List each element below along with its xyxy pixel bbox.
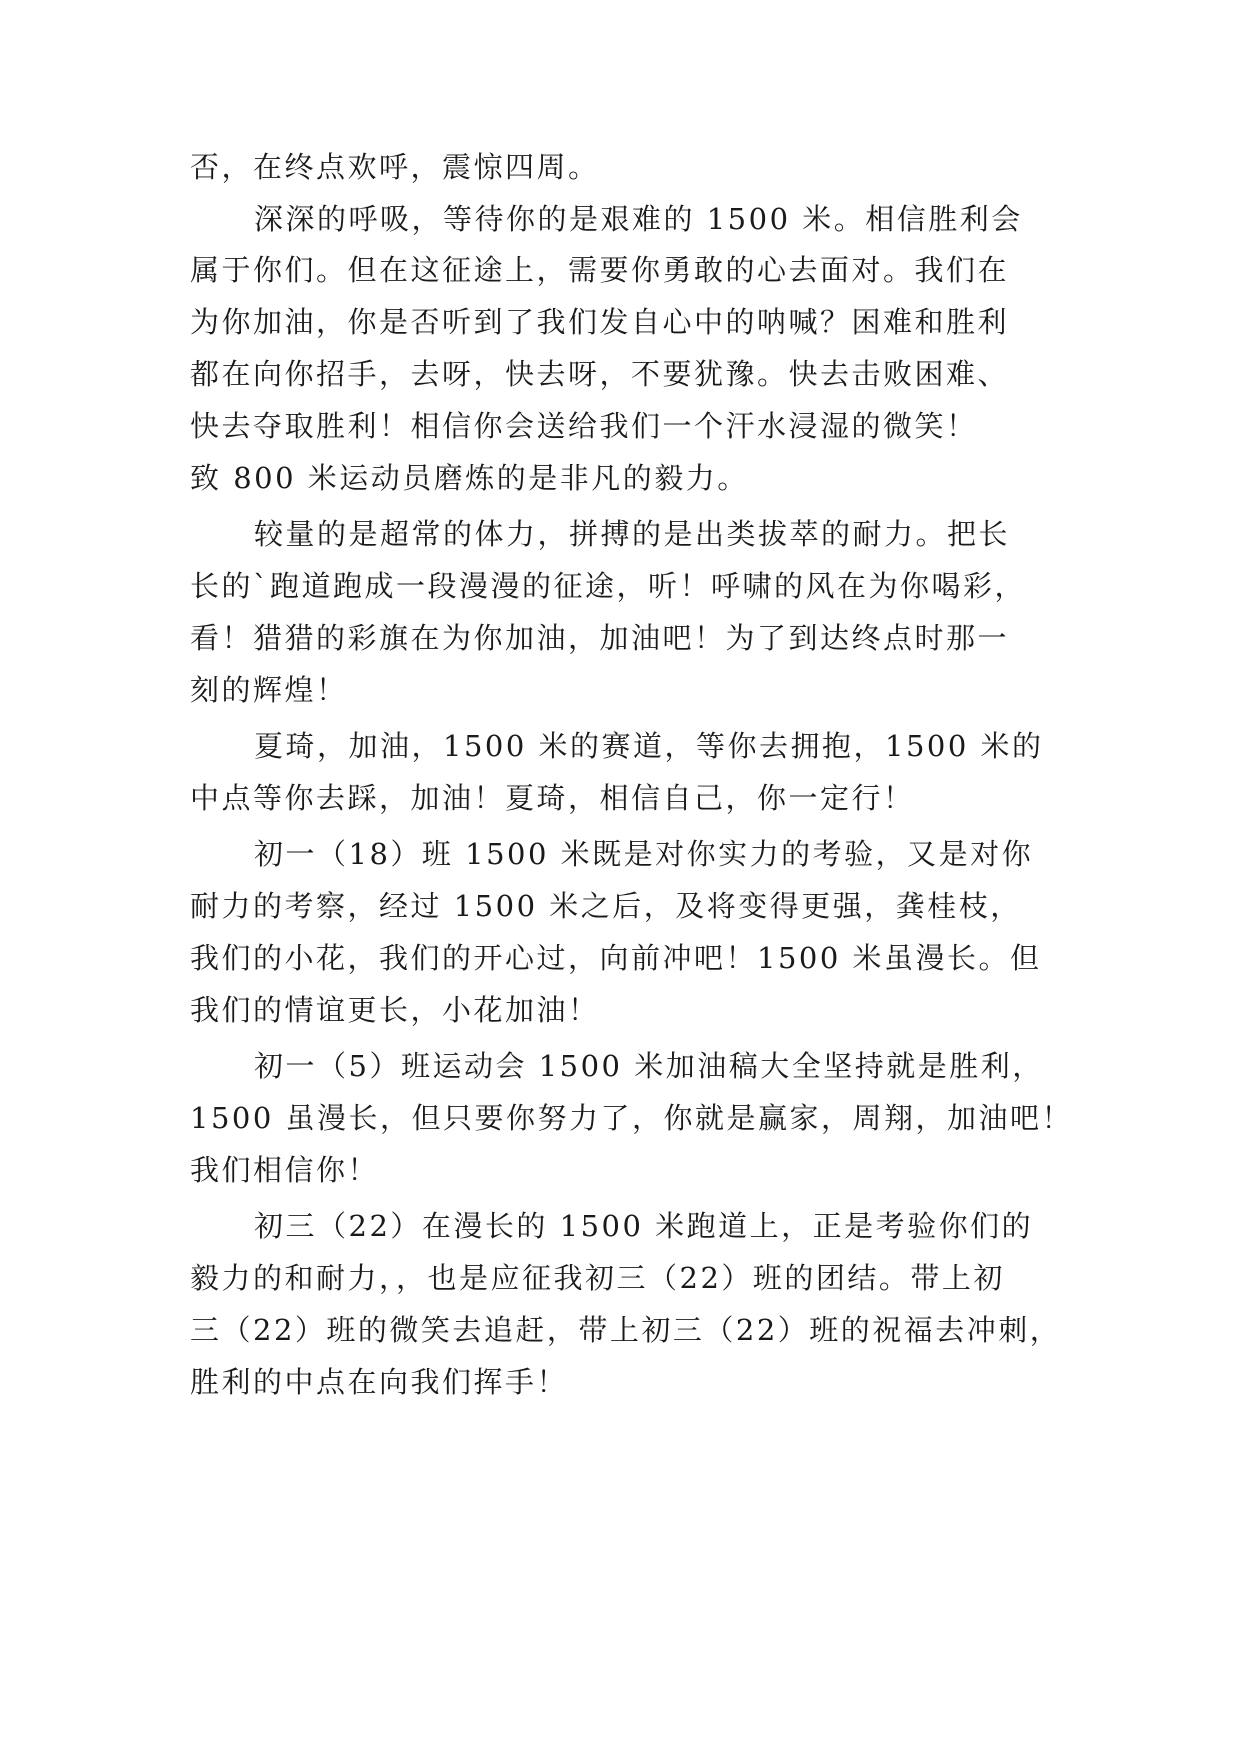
text-line: 三（22）班的微笑去追赶，带上初三（22）班的祝福去冲刺， <box>190 1313 1062 1347</box>
text-line: 胜利的中点在向我们挥手！ <box>190 1365 569 1399</box>
paragraph-first-line: 初三（22）在漫长的 1500 米跑道上，正是考验你们的 <box>254 1209 1034 1243</box>
text-line: 看！猎猎的彩旗在为你加油，加油吧！为了到达终点时那一 <box>190 621 1010 655</box>
text-line: 否，在终点欢呼，震惊四周。 <box>190 150 600 184</box>
text-line: 1500 虽漫长，但只要你努力了，你就是赢家，周翔，加油吧！ <box>190 1101 1074 1135</box>
paragraph-first-line: 夏琦，加油，1500 米的赛道，等你去拥抱，1500 米的 <box>254 729 1044 763</box>
text-line: 毅力的和耐力，，也是应征我初三（22）班的团结。带上初 <box>190 1261 1005 1295</box>
paragraph-first-line: 较量的是超常的体力，拼搏的是出类拔萃的耐力。把长 <box>254 517 1011 551</box>
text-line: 耐力的考察，经过 1500 米之后，及将变得更强，龚桂枝， <box>190 889 1022 923</box>
text-line: 快去夺取胜利！相信你会送给我们一个汗水浸湿的微笑！ <box>190 409 978 443</box>
paragraph-first-line: 深深的呼吸，等待你的是艰难的 1500 米。相信胜利会 <box>254 202 1023 236</box>
text-line: 我们相信你！ <box>190 1153 380 1187</box>
text-line: 为你加油，你是否听到了我们发自心中的呐喊？困难和胜利 <box>190 305 1010 339</box>
text-line: 属于你们。但在这征途上，需要你勇敢的心去面对。我们在 <box>190 253 1010 287</box>
text-line: 都在向你招手，去呀，快去呀，不要犹豫。快去击败困难、 <box>190 357 1010 391</box>
text-line: 长的`跑道跑成一段漫漫的征途，听！呼啸的风在为你喝彩， <box>190 569 1027 603</box>
text-line: 我们的小花，我们的开心过，向前冲吧！1500 米虽漫长。但 <box>190 941 1042 975</box>
text-line: 我们的情谊更长，小花加油！ <box>190 993 600 1027</box>
text-line: 致 800 米运动员磨炼的是非凡的毅力。 <box>190 461 749 495</box>
paragraph-first-line: 初一（18）班 1500 米既是对你实力的考验，又是对你 <box>254 837 1034 871</box>
text-line: 刻的辉煌！ <box>190 673 348 707</box>
text-line: 中点等你去踩，加油！夏琦，相信自己，你一定行！ <box>190 781 915 815</box>
paragraph-first-line: 初一（5）班运动会 1500 米加油稿大全坚持就是胜利， <box>254 1049 1044 1083</box>
